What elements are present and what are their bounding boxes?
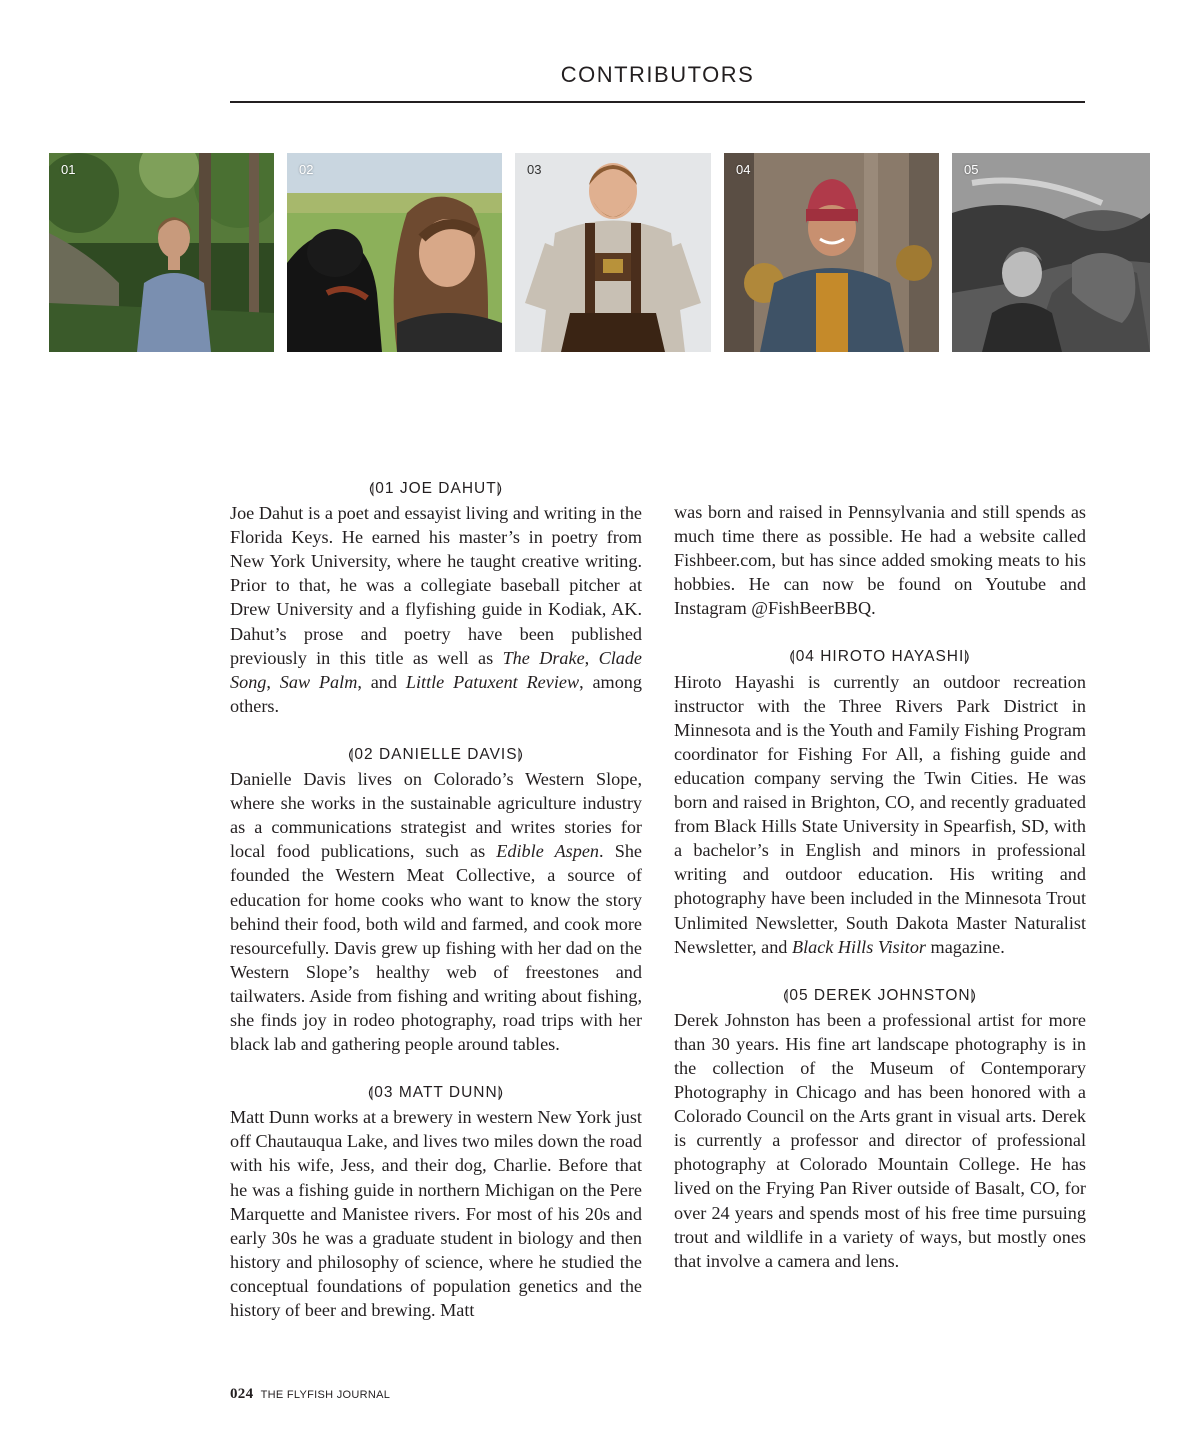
- photo-number: 03: [527, 162, 542, 177]
- bio-text-matt-dunn-continued: was born and raised in Pennsylvania and still spends as much time there as possible. He had a website called Fishbeer.com, but has since added smoking meats to his hobbies. He can now be found on Youtube and Instagram @FishBeerBBQ.: [674, 502, 1086, 619]
- bio-heading-danielle-davis: ⟬02 DANIELLE DAVIS⟭: [347, 744, 525, 763]
- bio-text-joe-dahut: Joe Dahut is a poet and essayist living and writing in the Florida Keys. He earned his master’s in poetry from New York University, where he taught creative writing. Prior to that, he was a collegiate baseball pitcher at Drew University and a flyfishing guide in Kodiak, AK. Dahut’s prose and poetry have been published previously in this title as well as The Drake, Clade Song, Saw Palm, and Little Patuxent Review, among others.: [230, 503, 643, 716]
- bio-heading-joe-dahut: ⟬01 JOE DAHUT⟭: [368, 479, 504, 497]
- contributor-photo-01: [49, 153, 274, 352]
- page-footer: [230, 1386, 390, 1403]
- contributor-photo-04: [724, 153, 939, 352]
- contributor-photo-02: [287, 153, 502, 352]
- title-rule: [230, 101, 1085, 103]
- bio-column-left: [230, 476, 642, 1322]
- contributor-photo-03: [515, 153, 711, 352]
- bio-text-matt-dunn: Matt Dunn works at a brewery in western New York just off Chautauqua Lake, and lives two miles down the road with his wife, Jess, and their dog, Charlie. Before that he was a fishing guide in northern Michigan on the Pere Marquette and Manistee rivers. For most of his 20s and early 30s he was a graduate student in biology and then history and philosophy of science, where he studied the conceptual foundations of population genetics and the history of beer and brewing. Matt: [230, 1107, 642, 1320]
- ornament-left: ⟬: [368, 479, 376, 497]
- bio-heading-hiroto-hayashi: ⟬04 HIROTO HAYASHI⟭: [789, 647, 971, 666]
- bio-heading-derek-johnston: ⟬05 DEREK JOHNSTON⟭: [782, 985, 978, 1004]
- bio-heading-matt-dunn: ⟬03 MATT DUNN⟭: [367, 1083, 505, 1102]
- publication-name: THE FLYFISH JOURNAL: [260, 1389, 391, 1401]
- photo-number: 05: [964, 162, 979, 177]
- bio-column-right: [674, 500, 1086, 1273]
- bio-text-hiroto-hayashi: Hiroto Hayashi is currently an outdoor recreation instructor with the Three Rivers Park District in Minnesota and is the Youth and Family Fishing Program coordinator for Fishing For All, a fishing guide and education company serving the Twin Cities. He was born and raised in Brighton, CO, and recently graduated from Black Hills State University in Spearfish, SD, with a bachelor’s in English and minors in professional writing and outdoor education. His writing and photography have been included in the Minnesota Trout Unlimited Newsletter, South Dakota Master Naturalist Newsletter, and Black Hills Visitor magazine.: [674, 671, 1086, 957]
- ornament-right: ⟭: [496, 479, 504, 497]
- photo-number: 02: [299, 162, 314, 177]
- section-title: CONTRIBUTORS: [560, 62, 755, 87]
- contributor-photo-05: [952, 153, 1150, 352]
- photo-number: 04: [736, 162, 751, 177]
- bio-text-danielle-davis: Danielle Davis lives on Colorado’s Western Slope, where she works in the sustainable agriculture industry as a communications strategist and writes stories for local food publications, such as Edible Aspen. She founded the Western Meat Collective, a source of education for home cooks who want to know the story behind their food, both wild and farmed, and cook more resourcefully. Davis grew up fishing with her dad on the Western Slope’s healthy web of freestones and tailwaters. Aside from fishing and writing about fishing, she finds joy in rodeo photography, road trips with her black lab and gathering people around tables.: [230, 769, 642, 1055]
- page-number: 024: [230, 1386, 254, 1402]
- photo-number: 01: [61, 162, 76, 177]
- bio-text-derek-johnston: Derek Johnston has been a professional artist for more than 30 years. His fine art landscape photography is in the collection of the Museum of Contemporary Photography in Chicago and has been honored with a Colorado Council on the Arts grant in visual arts. Derek is currently a professor and director of professional photography at Colorado Mountain College. He has lived on the Frying Pan River outside of Basalt, CO, for over 24 years and spends most of his free time pursuing trout and wildlife in a variety of ways, but mostly ones that involve a camera and lens.: [674, 1009, 1086, 1271]
